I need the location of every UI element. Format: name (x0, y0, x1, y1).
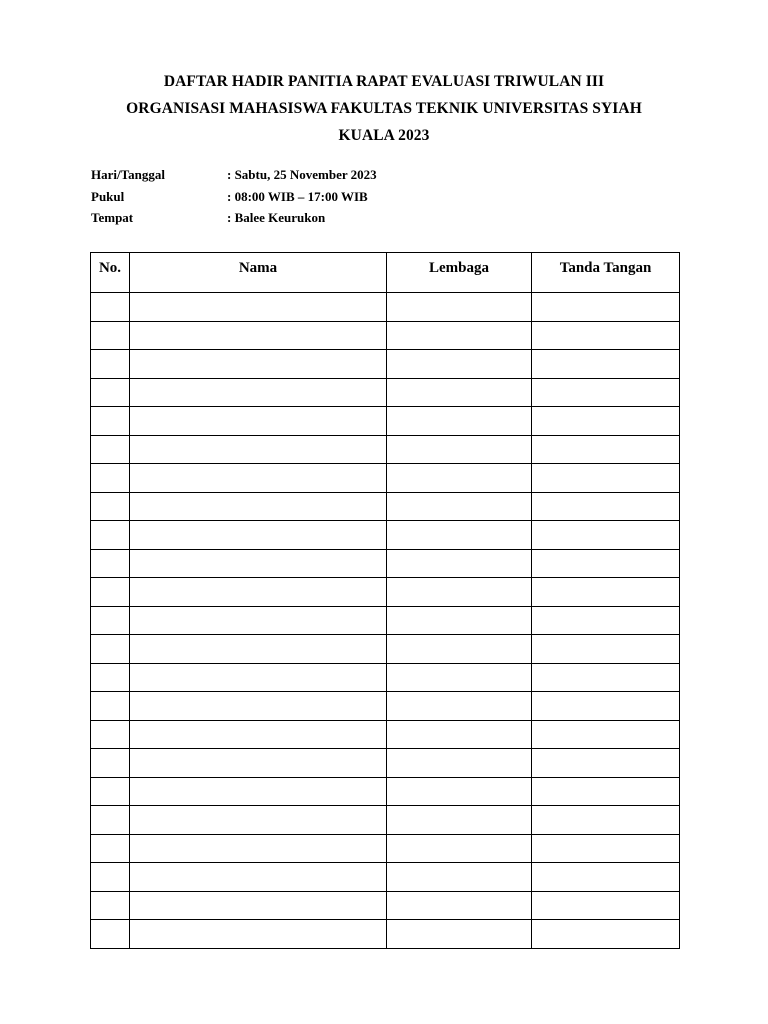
cell-tanda-tangan (532, 806, 680, 835)
info-row-time (91, 186, 377, 208)
cell-nama (130, 464, 387, 493)
cell-tanda-tangan (532, 578, 680, 607)
cell-nama (130, 578, 387, 607)
cell-lembaga (387, 920, 532, 949)
table-row (91, 834, 680, 863)
cell-no (91, 350, 130, 379)
cell-no (91, 920, 130, 949)
cell-nama (130, 777, 387, 806)
cell-nama (130, 720, 387, 749)
title-line-3: KUALA 2023 (338, 127, 430, 144)
cell-nama (130, 407, 387, 436)
cell-no (91, 720, 130, 749)
cell-lembaga (387, 891, 532, 920)
table-row (91, 464, 680, 493)
table-row (91, 606, 680, 635)
cell-lembaga (387, 749, 532, 778)
table-row (91, 350, 680, 379)
cell-tanda-tangan (532, 521, 680, 550)
table-row (91, 492, 680, 521)
cell-lembaga (387, 635, 532, 664)
cell-lembaga (387, 549, 532, 578)
cell-lembaga (387, 521, 532, 550)
info-value: : 08:00 WIB – 17:00 WIB (227, 188, 368, 204)
cell-tanda-tangan (532, 464, 680, 493)
cell-tanda-tangan (532, 407, 680, 436)
info-label: Hari/Tanggal (91, 167, 165, 182)
cell-tanda-tangan (532, 293, 680, 322)
table-row (91, 435, 680, 464)
cell-no (91, 407, 130, 436)
cell-lembaga (387, 407, 532, 436)
cell-lembaga (387, 720, 532, 749)
table-row (91, 720, 680, 749)
cell-nama (130, 891, 387, 920)
cell-no (91, 635, 130, 664)
cell-lembaga (387, 350, 532, 379)
table-row (91, 549, 680, 578)
table-row (91, 777, 680, 806)
table-row (91, 920, 680, 949)
table-row (91, 891, 680, 920)
table-body (91, 293, 680, 949)
cell-tanda-tangan (532, 834, 680, 863)
cell-tanda-tangan (532, 749, 680, 778)
info-value: : Balee Keurukon (227, 210, 326, 225)
header-lembaga: Lembaga (387, 253, 532, 293)
cell-lembaga (387, 492, 532, 521)
cell-no (91, 464, 130, 493)
cell-nama (130, 920, 387, 949)
info-row-date (91, 164, 377, 186)
table-row (91, 635, 680, 664)
table-row (91, 407, 680, 436)
cell-no (91, 663, 130, 692)
table-row (91, 749, 680, 778)
cell-lembaga (387, 806, 532, 835)
cell-no (91, 521, 130, 550)
cell-nama (130, 378, 387, 407)
cell-lembaga (387, 378, 532, 407)
cell-nama (130, 492, 387, 521)
cell-nama (130, 635, 387, 664)
meeting-info (91, 164, 377, 229)
cell-nama (130, 293, 387, 322)
cell-nama (130, 863, 387, 892)
cell-tanda-tangan (532, 321, 680, 350)
cell-no (91, 321, 130, 350)
cell-tanda-tangan (532, 863, 680, 892)
table-row (91, 321, 680, 350)
cell-lembaga (387, 435, 532, 464)
cell-no (91, 863, 130, 892)
cell-lembaga (387, 464, 532, 493)
cell-nama (130, 549, 387, 578)
cell-tanda-tangan (532, 492, 680, 521)
cell-nama (130, 692, 387, 721)
cell-no (91, 435, 130, 464)
cell-tanda-tangan (532, 920, 680, 949)
table-row (91, 806, 680, 835)
info-label: Pukul (91, 188, 125, 204)
cell-no (91, 606, 130, 635)
table-row (91, 663, 680, 692)
cell-tanda-tangan (532, 606, 680, 635)
cell-tanda-tangan (532, 663, 680, 692)
cell-lembaga (387, 663, 532, 692)
cell-tanda-tangan (532, 549, 680, 578)
cell-nama (130, 749, 387, 778)
cell-lembaga (387, 321, 532, 350)
cell-nama (130, 834, 387, 863)
cell-tanda-tangan (532, 435, 680, 464)
cell-lembaga (387, 606, 532, 635)
table-row (91, 578, 680, 607)
info-row-place (91, 207, 377, 229)
cell-tanda-tangan (532, 720, 680, 749)
cell-no (91, 891, 130, 920)
table-row (91, 521, 680, 550)
cell-no (91, 492, 130, 521)
cell-no (91, 378, 130, 407)
table-row (91, 863, 680, 892)
cell-lembaga (387, 293, 532, 322)
info-value: : Sabtu, 25 November 2023 (227, 167, 377, 182)
cell-tanda-tangan (532, 378, 680, 407)
cell-no (91, 293, 130, 322)
cell-tanda-tangan (532, 635, 680, 664)
cell-no (91, 777, 130, 806)
cell-no (91, 578, 130, 607)
cell-nama (130, 350, 387, 379)
cell-nama (130, 606, 387, 635)
table-row (91, 692, 680, 721)
cell-nama (130, 321, 387, 350)
cell-nama (130, 806, 387, 835)
cell-lembaga (387, 578, 532, 607)
table-header-row (91, 253, 680, 293)
cell-tanda-tangan (532, 350, 680, 379)
info-label: Tempat (91, 210, 134, 225)
cell-lembaga (387, 863, 532, 892)
cell-no (91, 692, 130, 721)
cell-tanda-tangan (532, 692, 680, 721)
table-row (91, 293, 680, 322)
cell-no (91, 806, 130, 835)
attendance-table (90, 252, 680, 949)
cell-nama (130, 521, 387, 550)
header-no: No. (91, 253, 130, 293)
cell-tanda-tangan (532, 891, 680, 920)
cell-no (91, 549, 130, 578)
title-line-1: DAFTAR HADIR PANITIA RAPAT EVALUASI TRIWULAN III (163, 73, 605, 90)
cell-no (91, 834, 130, 863)
header-nama: Nama (130, 253, 387, 293)
cell-tanda-tangan (532, 777, 680, 806)
cell-nama (130, 435, 387, 464)
cell-lembaga (387, 777, 532, 806)
cell-lembaga (387, 692, 532, 721)
document-title (60, 68, 708, 149)
table-row (91, 378, 680, 407)
cell-lembaga (387, 834, 532, 863)
header-tanda-tangan: Tanda Tangan (532, 253, 680, 293)
cell-nama (130, 663, 387, 692)
title-line-2: ORGANISASI MAHASISWA FAKULTAS TEKNIK UNIVERSITAS SYIAH (126, 100, 642, 117)
cell-no (91, 749, 130, 778)
